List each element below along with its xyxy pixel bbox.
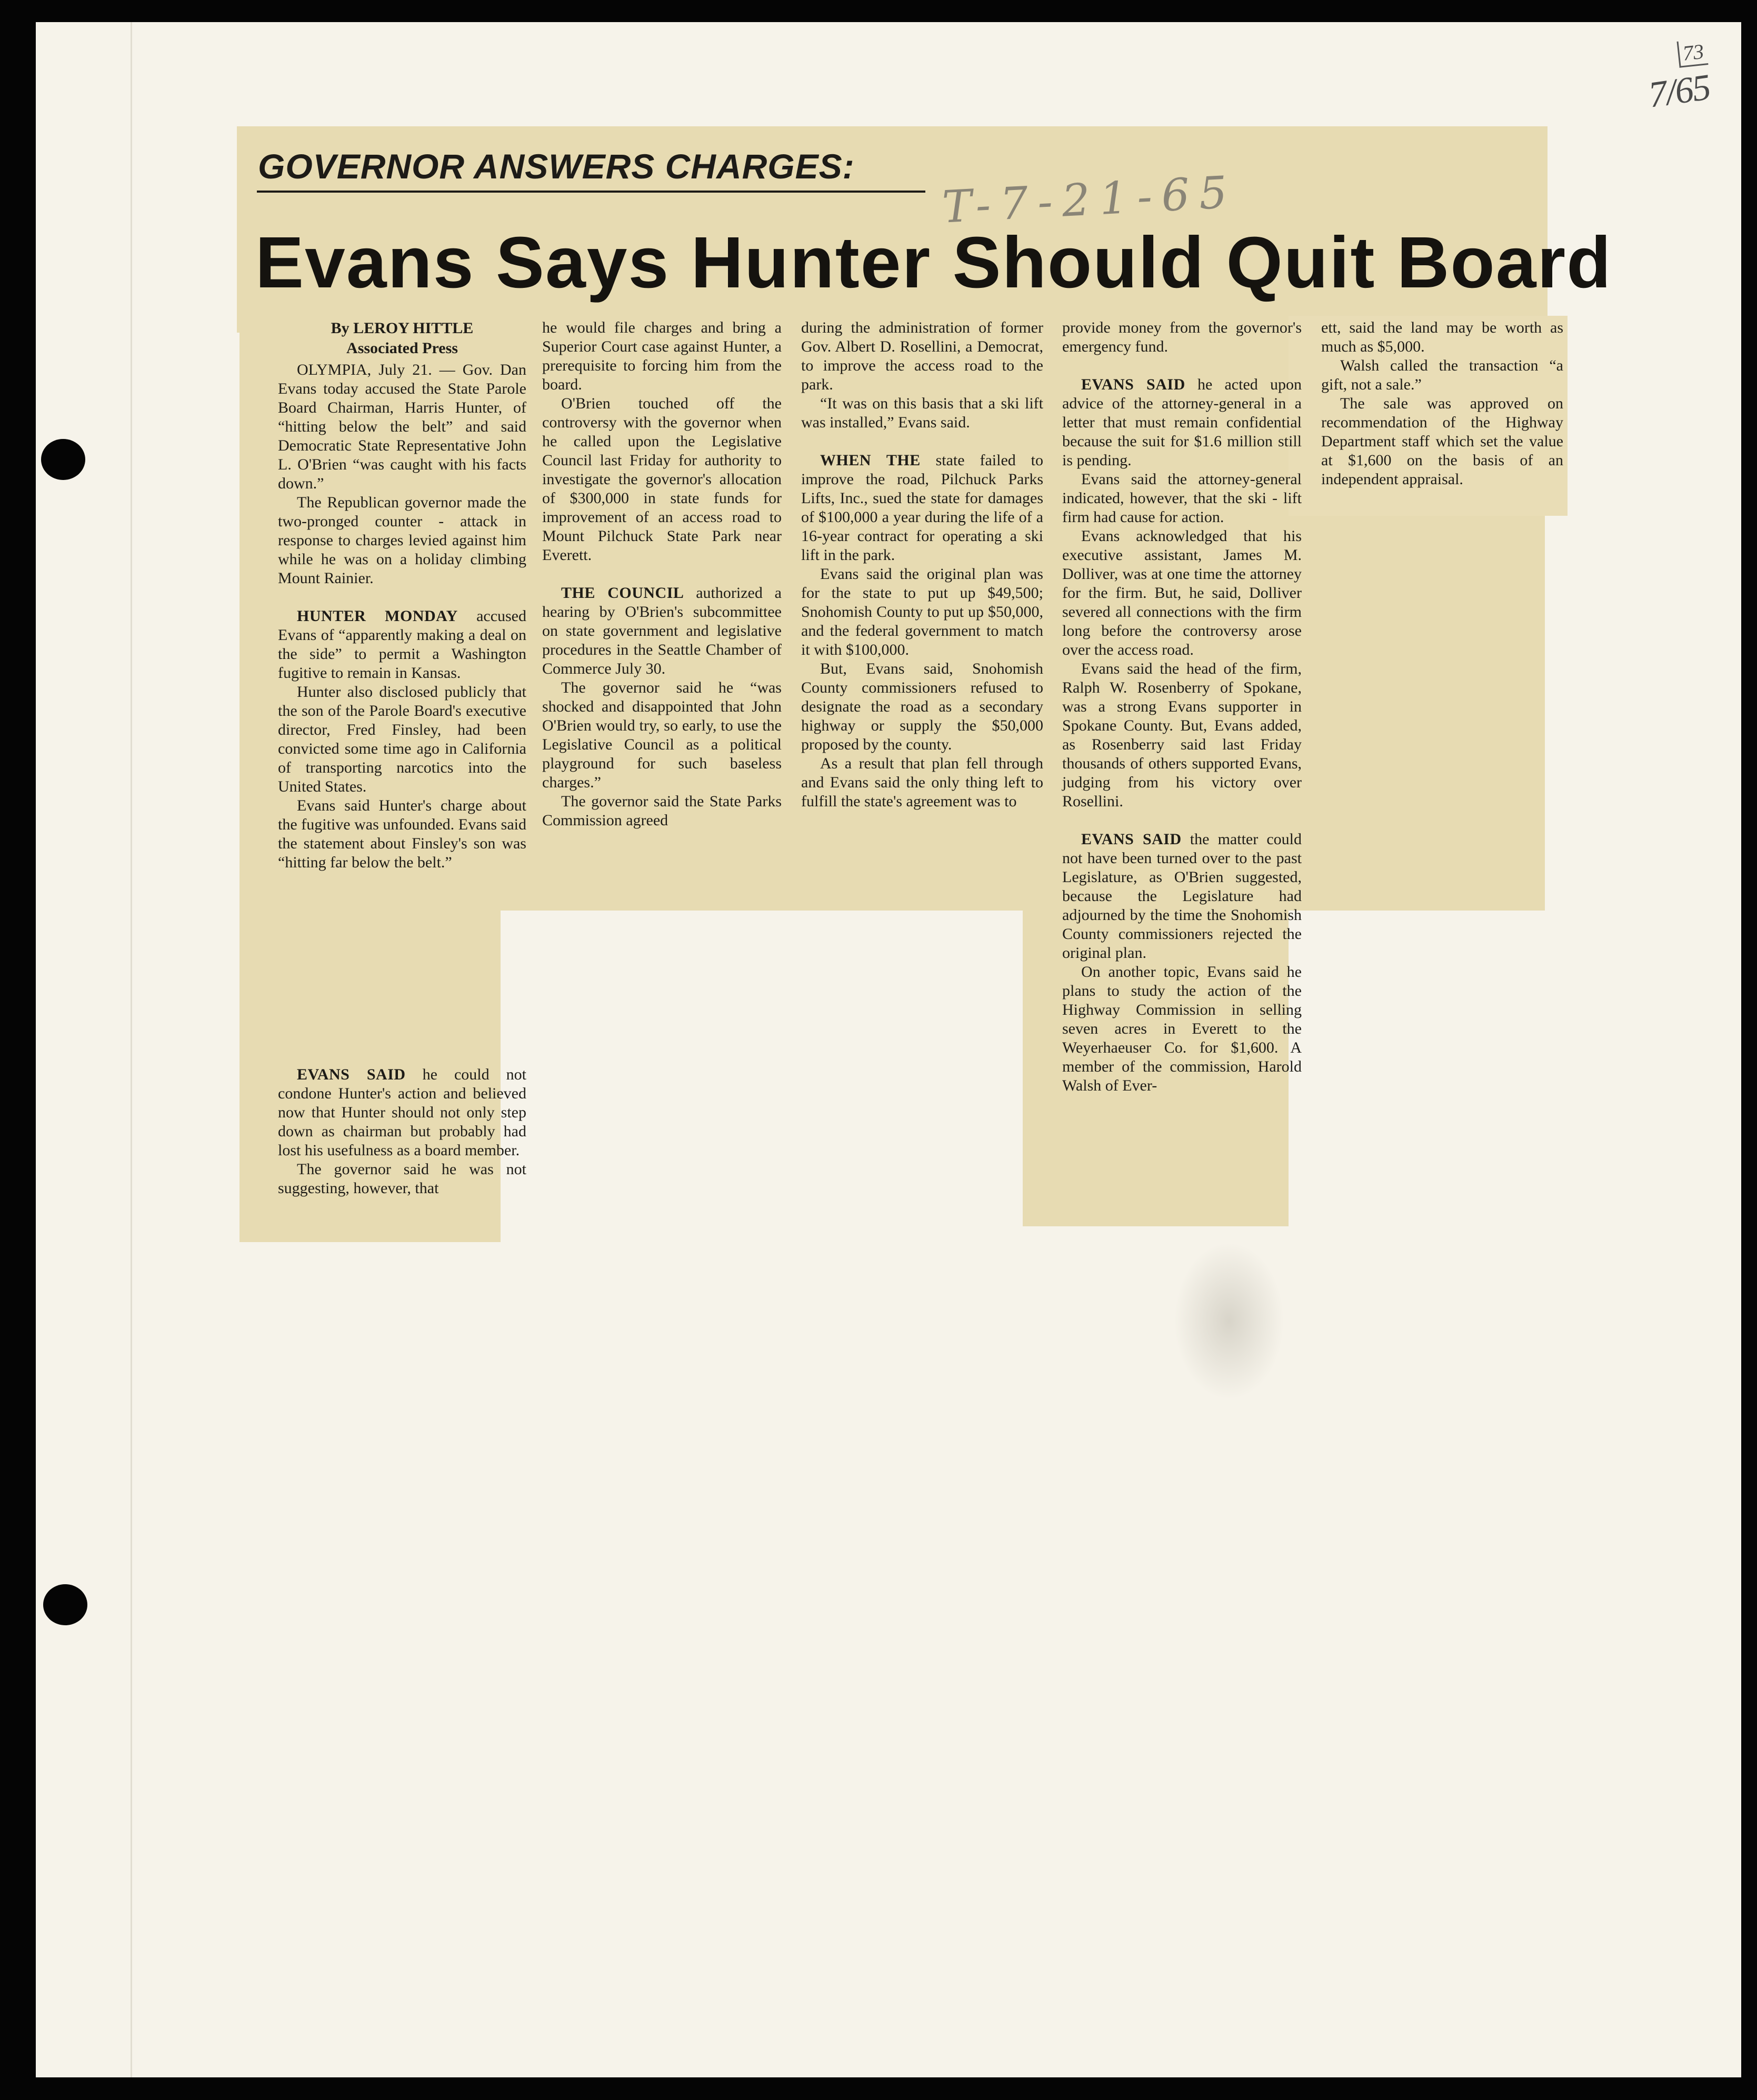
paragraph: The governor said he was not suggesting, however, that [278, 1161, 526, 1197]
paragraph: Hunter also disclosed publicly that the son of the Parole Board's executive director, Fred Finsley, had been convicted some time ago in California of transporting narcotics into the United States. [278, 683, 526, 795]
paragraph: OLYMPIA, July 21. — Gov. Dan Evans today accused the State Parole Board Chairman, Harris Hunter, of “hitting below the belt” and said Democratic State Representative John L. O'Brien “was caught with his facts down.” [278, 361, 526, 492]
paragraph: The governor said the State Parks Commission agreed [542, 793, 782, 829]
glue-smudge [1174, 1242, 1284, 1400]
subhead-lead: THE COUNCIL [561, 584, 684, 602]
paragraph [278, 607, 526, 683]
article-column-1-continued [278, 1046, 526, 1198]
paragraph-text: state failed to improve the road, Pilchuck Parks Lifts, Inc., sued the state for damages of $100,000 a year during the life of a 16-year contract for operating a ski lift in the park. [801, 452, 1043, 564]
page-fold-line [131, 22, 132, 2077]
subhead-lead: HUNTER MONDAY [297, 607, 458, 625]
paragraph: But, Evans said, Snohomish County commissioners refused to designate the road as a secondary highway or supply the $50,000 proposed by the county. [801, 660, 1043, 753]
article-column-3 [801, 318, 1043, 811]
article-column-2 [542, 318, 782, 830]
paragraph: “It was on this basis that a ski lift was installed,” Evans said. [801, 395, 1043, 431]
paragraph: Evans acknowledged that his executive assistant, James M. Dolliver, was at one time the attorney for the firm. But, he said, Dolliver severed all connections with the firm long before the controversy arose over the access road. [1062, 527, 1302, 658]
article-column-4 [1062, 318, 1302, 1095]
paragraph-text: accused Evans of “apparently making a deal on the side” to permit a Washington fugitive to remain in Kansas. [278, 607, 526, 682]
paragraph [1062, 830, 1302, 963]
byline: By LEROY HITTLE [331, 319, 474, 337]
paragraph-text: he could not condone Hunter's action and believed now that Hunter should not only step down as chairman but probably had lost his usefulness as a board member. [278, 1066, 526, 1159]
paragraph [542, 584, 782, 678]
byline-org: Associated Press [346, 339, 458, 357]
paragraph: Evans said the head of the firm, Ralph W. Rosenberry of Spokane, was a strong Evans supporter in Spokane County. But, Evans added, as Rosenberry said last Friday thousands of others supported Evans, judging from his victory over Rosellini. [1062, 660, 1302, 810]
paragraph: O'Brien touched off the controversy with the governor when he called upon the Legislative Council last Friday for authority to investigate the governor's allocation of $300,000 in state funds for improvement of an access road to Mount Pilchuck State Park near Everett. [542, 395, 782, 564]
article-column-1 [278, 318, 526, 872]
paragraph: Evans said the attorney-general indicated, however, that the ski - lift firm had cause for action. [1062, 471, 1302, 526]
article-column-5 [1321, 318, 1563, 489]
paragraph: The sale was approved on recommendation of the Highway Department staff which set the value at $1,600 on the basis of an independent appraisal. [1321, 395, 1563, 488]
paragraph: The Republican governor made the two-pronged counter - attack in response to charges levied against him while he was on a holiday climbing Mount Rainier. [278, 494, 526, 587]
article-headline: Evans Says Hunter Should Quit Board [255, 222, 1612, 303]
paragraph [801, 451, 1043, 565]
subhead-lead: EVANS SAID [297, 1066, 406, 1083]
kicker-underline [257, 191, 925, 193]
binder-hole-top [41, 439, 85, 480]
paragraph: ett, said the land may be worth as much as $5,000. [1321, 319, 1563, 355]
binder-hole-bottom [43, 1584, 87, 1625]
paragraph-text: the matter could not have been turned over to the past Legislature, as O'Brien suggested, because the Legislature had adjourned by the time the Snohomish County commissioners rejected the original plan. [1062, 831, 1302, 962]
article-kicker: GOVERNOR ANSWERS CHARGES: [258, 147, 855, 186]
subhead-lead: EVANS SAID [1081, 831, 1182, 848]
paragraph: The governor said he “was shocked and disappointed that John O'Brien would try, so early, to use the Legislative Council as a political playground for such baseless charges.” [542, 679, 782, 791]
paragraph [1062, 375, 1302, 470]
subhead-lead: EVANS SAID [1081, 376, 1185, 393]
paragraph-text: he acted upon advice of the attorney-general in a letter that must remain confidential because the suit for $1.6 million still is pending. [1062, 376, 1302, 469]
paragraph: As a result that plan fell through and Evans said the only thing left to fulfill the state's agreement was to [801, 755, 1043, 810]
paragraph: Evans said Hunter's charge about the fugitive was unfounded. Evans said the statement about Finsley's son was “hitting far below the belt.” [278, 797, 526, 871]
paragraph: Walsh called the transaction “a gift, not a sale.” [1321, 357, 1563, 393]
paragraph: On another topic, Evans said he plans to study the action of the Highway Commission in selling seven acres in Everett to the Weyerhaeuser Co. for $1,600. A member of the commission, Harold Walsh of Ever- [1062, 963, 1302, 1094]
paragraph-text: authorized a hearing by O'Brien's subcommittee on state government and legislative procedures in the Seattle Chamber of Commerce July 30. [542, 584, 782, 677]
handwritten-clipping-date: T-7-21-65 [941, 166, 1238, 233]
paragraph: during the administration of former Gov. Albert D. Rosellini, a Democrat, to improve the access road to the park. [801, 319, 1043, 393]
corner-annotation [1646, 38, 1725, 122]
paragraph: provide money from the governor's emergency fund. [1062, 319, 1302, 355]
subhead-lead: WHEN THE [820, 452, 921, 469]
paragraph: he would file charges and bring a Superior Court case against Hunter, a prerequisite to forcing him from the board. [542, 319, 782, 393]
paragraph [278, 1065, 526, 1160]
corner-date: 7/65 [1646, 67, 1713, 116]
paragraph: Evans said the original plan was for the state to put up $49,500; Snohomish County to put up $50,000, and the federal government to match it with $100,000. [801, 565, 1043, 658]
corner-number: 73 [1677, 38, 1709, 67]
